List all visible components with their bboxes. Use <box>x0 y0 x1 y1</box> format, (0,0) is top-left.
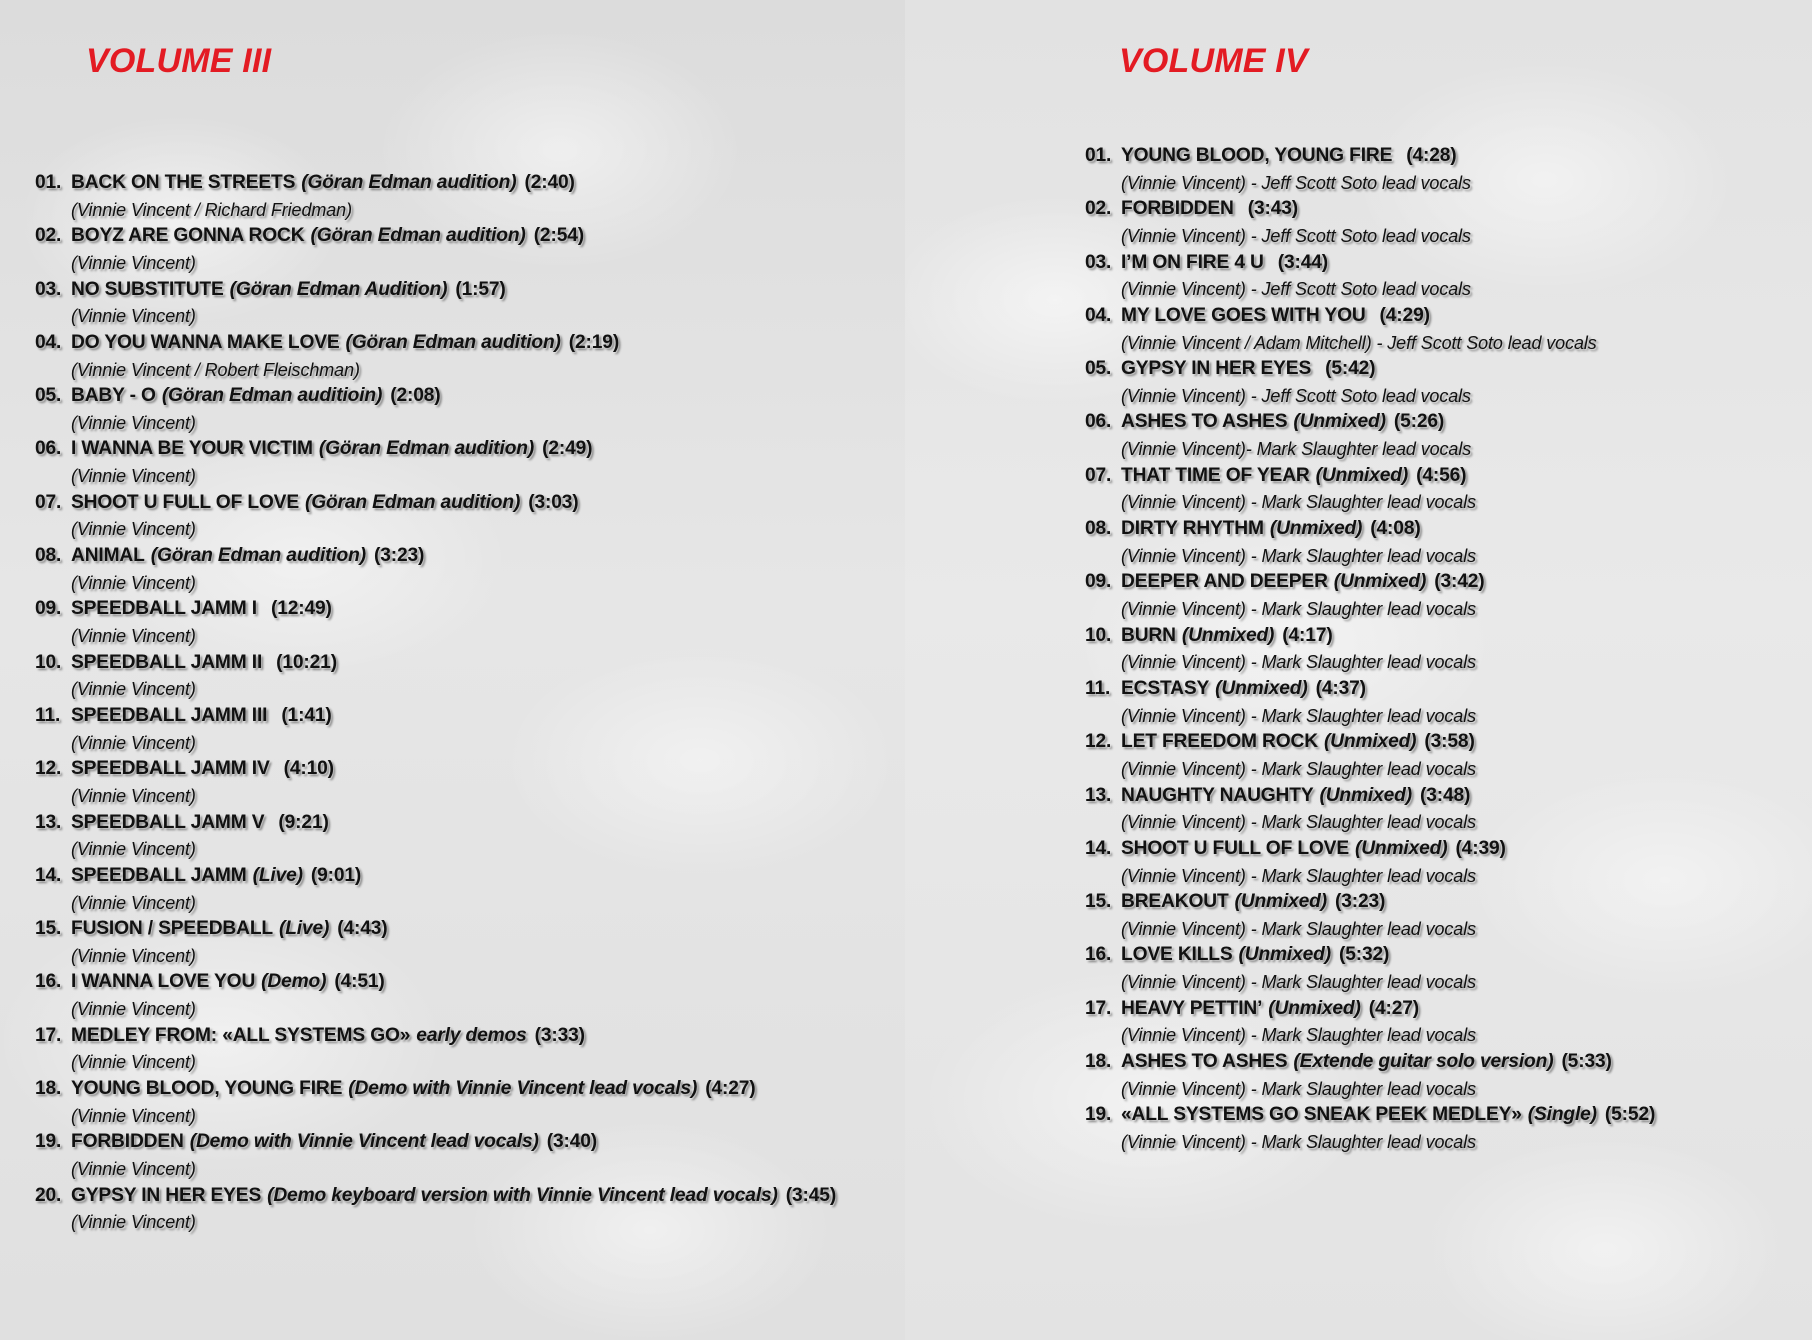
track-credit: (Vinnie Vincent) <box>71 945 196 966</box>
track-item <box>35 1023 885 1076</box>
track-note: early demos <box>416 1024 527 1046</box>
track-main-line <box>35 810 885 837</box>
track-item <box>35 170 885 223</box>
track-credit: (Vinnie Vincent) - Mark Slaughter lead vocals <box>1121 1132 1477 1152</box>
track-credit: (Vinnie Vincent) <box>71 732 196 753</box>
track-number: 17. <box>35 1024 62 1046</box>
track-note: (Göran Edman audition) <box>304 491 521 513</box>
track-main-line <box>35 1076 885 1103</box>
volume-iv-title: VOLUME IV <box>1119 42 1308 80</box>
track-duration: (10:21) <box>276 651 337 673</box>
track-note: (Göran Edman Audition) <box>229 278 448 300</box>
track-number: 11. <box>35 704 61 726</box>
track-main-line <box>35 383 885 410</box>
track-duration: (4:08) <box>1370 518 1421 540</box>
track-duration: (4:39) <box>1455 837 1506 859</box>
track-main-line <box>1085 143 1790 170</box>
track-note: (Göran Edman audition) <box>150 545 366 567</box>
track-duration: (9:01) <box>310 864 362 886</box>
track-item <box>35 330 885 383</box>
track-credit: (Vinnie Vincent) <box>71 892 196 913</box>
track-number: 04. <box>35 331 62 353</box>
track-item <box>35 916 885 969</box>
track-credit: (Vinnie Vincent) - Jeff Scott Soto lead vocals <box>1121 279 1471 300</box>
track-note: (Unmixed) <box>1268 997 1361 1019</box>
track-title: FUSION / SPEEDBALL <box>71 918 273 940</box>
track-duration: (2:19) <box>568 331 620 353</box>
track-number: 18. <box>35 1078 62 1100</box>
track-title: BABY - O <box>71 385 156 407</box>
track-duration: (4:29) <box>1379 304 1430 326</box>
track-credit: (Vinnie Vincent) - Mark Slaughter lead vocals <box>1121 758 1477 779</box>
track-item <box>1085 409 1790 462</box>
track-title: ANIMAL <box>71 545 145 567</box>
track-title: FORBIDDEN <box>71 1131 184 1153</box>
track-duration: (4:27) <box>1368 997 1420 1019</box>
volume-iii-panel <box>0 0 905 1340</box>
track-credit: (Vinnie Vincent) - Mark Slaughter lead vocals <box>1121 812 1477 833</box>
track-number: 13. <box>1085 784 1112 806</box>
track-title: HEAVY PETTIN’ <box>1121 997 1263 1019</box>
track-item <box>1085 196 1790 249</box>
track-duration: (3:48) <box>1419 784 1471 806</box>
track-duration: (9:21) <box>278 811 329 833</box>
track-item <box>35 863 885 916</box>
track-duration: (4:56) <box>1416 464 1467 486</box>
track-title: ASHES TO ASHES <box>1121 1051 1288 1073</box>
volume-iv-panel <box>905 0 1812 1340</box>
track-credit: (Vinnie Vincent) <box>71 519 196 540</box>
track-main-line <box>35 703 885 730</box>
track-credit: (Vinnie Vincent) <box>71 412 196 433</box>
track-title: SPEEDBALL JAMM I <box>71 598 257 620</box>
track-credit: (Vinnie Vincent) <box>71 466 196 487</box>
track-note: (Göran Edman audition) <box>345 331 561 353</box>
track-title: «ALL SYSTEMS GO SNEAK PEEK MEDLEY» <box>1121 1104 1522 1126</box>
track-number: 11. <box>1085 677 1111 699</box>
track-title: NAUGHTY NAUGHTY <box>1121 784 1314 806</box>
track-note: (Live) <box>252 864 303 886</box>
volume-iv-tracklist <box>1085 143 1790 1156</box>
track-credit: (Vinnie Vincent) - Jeff Scott Soto lead vocals <box>1121 225 1471 246</box>
track-duration: (12:49) <box>270 598 332 620</box>
track-title: MY LOVE GOES WITH YOU <box>1121 304 1366 326</box>
track-main-line <box>35 1183 885 1210</box>
track-duration: (3:23) <box>373 545 425 567</box>
track-title: DO YOU WANNA MAKE LOVE <box>71 331 340 353</box>
track-credit: (Vinnie Vincent) <box>71 1105 196 1126</box>
track-title: MEDLEY FROM: «ALL SYSTEMS GO» <box>71 1024 411 1046</box>
track-main-line <box>1085 409 1790 436</box>
track-note: (Demo with Vinnie Vincent lead vocals) <box>189 1131 539 1153</box>
track-item <box>1085 889 1790 942</box>
track-item <box>35 756 885 809</box>
track-main-line <box>1085 1049 1790 1076</box>
track-main-line <box>1085 463 1790 490</box>
track-duration: (4:43) <box>337 918 388 940</box>
track-title: BOYZ ARE GONNA ROCK <box>71 225 305 247</box>
track-item <box>1085 1049 1790 1102</box>
track-note: (Unmixed) <box>1215 677 1308 699</box>
track-number: 02. <box>35 225 62 247</box>
track-number: 01. <box>35 172 62 193</box>
track-duration: (5:42) <box>1325 358 1376 380</box>
track-number: 16. <box>1085 944 1112 966</box>
track-duration: (3:43) <box>1247 198 1299 220</box>
track-title: GYPSY IN HER EYES <box>1121 358 1312 380</box>
track-number: 09. <box>1085 571 1112 593</box>
track-number: 12. <box>35 758 62 780</box>
track-duration: (2:08) <box>390 385 441 407</box>
track-note: (Unmixed) <box>1269 518 1363 540</box>
track-number: 06. <box>1085 411 1112 433</box>
track-main-line <box>1085 356 1790 383</box>
track-main-line <box>1085 889 1790 916</box>
track-number: 07. <box>1085 464 1112 486</box>
track-note: (Single) <box>1527 1104 1597 1126</box>
track-item <box>35 1183 885 1236</box>
track-title: NO SUBSTITUTE <box>71 278 224 300</box>
track-item <box>1085 729 1790 782</box>
track-duration: (2:54) <box>533 225 584 247</box>
track-credit: (Vinnie Vincent) <box>71 1159 196 1179</box>
track-item <box>35 543 885 596</box>
track-title: YOUNG BLOOD, YOUNG FIRE <box>71 1078 343 1100</box>
track-credit: (Vinnie Vincent) - Mark Slaughter lead vocals <box>1121 1078 1477 1099</box>
track-credit: (Vinnie Vincent) - Mark Slaughter lead vocals <box>1121 865 1477 886</box>
track-note: (Göran Edman auditioin) <box>161 385 383 407</box>
track-note: (Göran Edman audition) <box>310 225 526 247</box>
track-main-line <box>35 277 885 304</box>
track-duration: (4:27) <box>705 1078 756 1100</box>
track-credit: (Vinnie Vincent) <box>71 839 196 860</box>
track-main-line <box>35 969 885 996</box>
track-number: 08. <box>35 545 62 567</box>
track-credit: (Vinnie Vincent) - Mark Slaughter lead vocals <box>1121 652 1477 673</box>
track-main-line <box>1085 676 1790 703</box>
track-item <box>35 1076 885 1129</box>
track-item <box>1085 569 1790 622</box>
track-number: 03. <box>1085 251 1112 273</box>
track-credit: (Vinnie Vincent) <box>71 679 196 700</box>
track-number: 10. <box>35 651 62 673</box>
track-duration: (1:57) <box>455 278 506 300</box>
track-main-line <box>1085 196 1790 223</box>
track-duration: (3:44) <box>1277 251 1329 273</box>
track-duration: (5:52) <box>1604 1104 1656 1126</box>
track-title: YOUNG BLOOD, YOUNG FIRE <box>1121 145 1393 166</box>
track-credit: (Vinnie Vincent) <box>71 252 196 273</box>
track-title: I WANNA BE YOUR VICTIM <box>71 438 313 460</box>
track-duration: (4:37) <box>1315 677 1366 699</box>
track-item <box>35 223 885 276</box>
track-note: (Demo with Vinnie Vincent lead vocals) <box>348 1078 698 1100</box>
track-note: (Unmixed) <box>1333 571 1427 593</box>
track-item <box>1085 623 1790 676</box>
track-title: SPEEDBALL JAMM V <box>71 811 265 833</box>
track-title: SPEEDBALL JAMM IV <box>71 758 270 780</box>
track-item <box>1085 783 1790 836</box>
track-duration: (4:10) <box>283 758 334 780</box>
track-item <box>1085 303 1790 356</box>
track-title: BACK ON THE STREETS <box>71 172 296 193</box>
track-item <box>35 810 885 863</box>
track-duration: (1:41) <box>281 704 332 726</box>
track-item <box>1085 996 1790 1049</box>
track-credit: (Vinnie Vincent) <box>71 626 196 647</box>
track-note: (Unmixed) <box>1319 784 1412 806</box>
track-note: (Demo keyboard version with Vinnie Vincent lead vocals) <box>267 1184 778 1206</box>
track-note: (Unmixed) <box>1293 411 1386 433</box>
track-number: 10. <box>1085 624 1112 646</box>
track-item <box>35 703 885 756</box>
track-credit: (Vinnie Vincent) - Mark Slaughter lead vocals <box>1121 705 1477 726</box>
track-item <box>1085 356 1790 409</box>
track-credit: (Vinnie Vincent) <box>71 1212 196 1233</box>
track-credit: (Vinnie Vincent / Robert Fleischman) <box>71 359 360 380</box>
track-main-line <box>35 1023 885 1050</box>
track-note: (Göran Edman audition) <box>318 438 535 460</box>
track-main-line <box>35 490 885 517</box>
track-title: DEEPER AND DEEPER <box>1121 571 1328 593</box>
track-main-line <box>35 1129 885 1156</box>
track-duration: (3:23) <box>1335 891 1386 913</box>
track-title: SHOOT U FULL OF LOVE <box>71 491 299 513</box>
track-item <box>35 596 885 649</box>
track-duration: (5:26) <box>1393 411 1445 433</box>
track-duration: (3:58) <box>1424 731 1475 753</box>
track-note: (Unmixed) <box>1354 837 1448 859</box>
track-main-line <box>35 756 885 783</box>
track-duration: (3:33) <box>534 1024 585 1046</box>
track-title: GYPSY IN HER EYES <box>71 1184 262 1206</box>
track-main-line <box>1085 303 1790 330</box>
track-main-line <box>1085 516 1790 543</box>
track-note: (Live) <box>278 918 330 940</box>
track-main-line <box>35 223 885 250</box>
track-title: THAT TIME OF YEAR <box>1121 464 1310 486</box>
track-item <box>35 436 885 489</box>
track-credit: (Vinnie Vincent) <box>71 572 196 593</box>
track-title: ECSTASY <box>1121 677 1210 699</box>
track-note: (Extende guitar solo version) <box>1293 1051 1554 1073</box>
track-credit: (Vinnie Vincent) - Mark Slaughter lead vocals <box>1121 599 1477 620</box>
track-number: 14. <box>1085 837 1112 859</box>
track-title: LOVE KILLS <box>1121 944 1233 966</box>
track-item <box>35 1129 885 1182</box>
track-duration: (5:32) <box>1338 944 1390 966</box>
track-duration: (3:45) <box>785 1184 837 1206</box>
track-number: 18. <box>1085 1051 1112 1073</box>
track-number: 19. <box>35 1131 62 1153</box>
track-title: I WANNA LOVE YOU <box>71 971 256 993</box>
track-number: 03. <box>35 278 62 300</box>
track-duration: (3:40) <box>546 1131 598 1153</box>
track-number: 15. <box>35 918 62 940</box>
track-duration: (2:49) <box>542 438 593 460</box>
track-item <box>1085 516 1790 569</box>
track-title: I’M ON FIRE 4 U <box>1121 251 1264 273</box>
track-main-line <box>35 543 885 570</box>
track-main-line <box>1085 729 1790 756</box>
track-number: 09. <box>35 598 62 620</box>
track-number: 01. <box>1085 145 1112 166</box>
track-duration: (2:40) <box>524 172 575 193</box>
track-main-line <box>1085 250 1790 277</box>
track-note: (Unmixed) <box>1238 944 1331 966</box>
track-number: 13. <box>35 811 62 833</box>
track-credit: (Vinnie Vincent) - Mark Slaughter lead vocals <box>1121 972 1477 993</box>
track-note: (Unmixed) <box>1323 731 1417 753</box>
track-item <box>35 969 885 1022</box>
volume-iii-tracklist <box>35 170 885 1236</box>
track-item <box>1085 676 1790 729</box>
track-number: 12. <box>1085 731 1112 753</box>
track-main-line <box>35 170 885 197</box>
track-title: SHOOT U FULL OF LOVE <box>1121 837 1349 859</box>
track-number: 05. <box>1085 358 1112 380</box>
track-duration: (3:42) <box>1434 571 1485 593</box>
track-main-line <box>1085 569 1790 596</box>
track-main-line <box>1085 623 1790 650</box>
track-title: ASHES TO ASHES <box>1121 411 1288 433</box>
track-credit: (Vinnie Vincent) - Mark Slaughter lead vocals <box>1121 545 1477 566</box>
track-note: (Unmixed) <box>1315 464 1409 486</box>
track-item <box>35 650 885 703</box>
track-duration: (4:17) <box>1282 624 1333 646</box>
track-main-line <box>1085 1102 1790 1129</box>
track-number: 15. <box>1085 891 1112 913</box>
track-number: 14. <box>35 864 62 886</box>
track-note: (Göran Edman audition) <box>301 172 517 193</box>
track-number: 16. <box>35 971 62 993</box>
track-duration: (4:28) <box>1406 145 1457 166</box>
track-credit: (Vinnie Vincent / Adam Mitchell) - Jeff Scott Soto lead vocals <box>1121 332 1597 353</box>
track-main-line <box>35 916 885 943</box>
track-credit: (Vinnie Vincent) <box>71 999 196 1020</box>
track-credit: (Vinnie Vincent) <box>71 785 196 806</box>
track-duration: (3:03) <box>528 491 579 513</box>
track-main-line <box>1085 836 1790 863</box>
track-main-line <box>1085 996 1790 1023</box>
track-number: 05. <box>35 385 62 407</box>
track-credit: (Vinnie Vincent) - Jeff Scott Soto lead vocals <box>1121 172 1471 193</box>
track-main-line <box>1085 783 1790 810</box>
track-number: 02. <box>1085 198 1112 220</box>
track-credit: (Vinnie Vincent) - Mark Slaughter lead vocals <box>1121 918 1477 939</box>
track-item <box>1085 1102 1790 1155</box>
track-title: BURN <box>1121 624 1176 646</box>
track-number: 06. <box>35 438 62 460</box>
track-title: SPEEDBALL JAMM II <box>71 651 263 673</box>
track-note: (Unmixed) <box>1234 891 1327 913</box>
track-item <box>1085 942 1790 995</box>
track-item <box>1085 463 1790 516</box>
track-item <box>1085 250 1790 303</box>
track-main-line <box>35 596 885 623</box>
track-item <box>1085 143 1790 196</box>
track-number: 04. <box>1085 304 1112 326</box>
track-duration: (5:33) <box>1561 1051 1612 1073</box>
track-title: BREAKOUT <box>1121 891 1229 913</box>
track-credit: (Vinnie Vincent) - Mark Slaughter lead vocals <box>1121 492 1477 513</box>
track-title: DIRTY RHYTHM <box>1121 518 1264 540</box>
track-main-line <box>35 436 885 463</box>
track-main-line <box>35 330 885 357</box>
track-item <box>1085 836 1790 889</box>
track-number: 08. <box>1085 518 1112 540</box>
track-item <box>35 383 885 436</box>
track-credit: (Vinnie Vincent) <box>71 1052 196 1073</box>
track-credit: (Vinnie Vincent) - Mark Slaughter lead vocals <box>1121 1025 1477 1046</box>
track-main-line <box>1085 942 1790 969</box>
track-item <box>35 490 885 543</box>
track-credit: (Vinnie Vincent) - Jeff Scott Soto lead vocals <box>1121 385 1471 406</box>
track-credit: (Vinnie Vincent) <box>71 306 196 327</box>
track-credit: (Vinnie Vincent)- Mark Slaughter lead vocals <box>1121 439 1472 460</box>
track-title: SPEEDBALL JAMM III <box>71 704 268 726</box>
track-duration: (4:51) <box>334 971 385 993</box>
track-title: LET FREEDOM ROCK <box>1121 731 1318 753</box>
track-note: (Unmixed) <box>1181 624 1275 646</box>
track-number: 07. <box>35 491 62 513</box>
track-title: FORBIDDEN <box>1121 198 1234 220</box>
track-note: (Demo) <box>261 971 327 993</box>
track-number: 17. <box>1085 997 1112 1019</box>
track-title: SPEEDBALL JAMM <box>71 864 247 886</box>
volume-iii-title: VOLUME III <box>86 42 272 80</box>
track-main-line <box>35 863 885 890</box>
track-number: 20. <box>35 1184 62 1206</box>
track-item <box>35 277 885 330</box>
track-credit: (Vinnie Vincent / Richard Friedman) <box>71 199 352 220</box>
track-number: 19. <box>1085 1104 1112 1126</box>
track-main-line <box>35 650 885 677</box>
